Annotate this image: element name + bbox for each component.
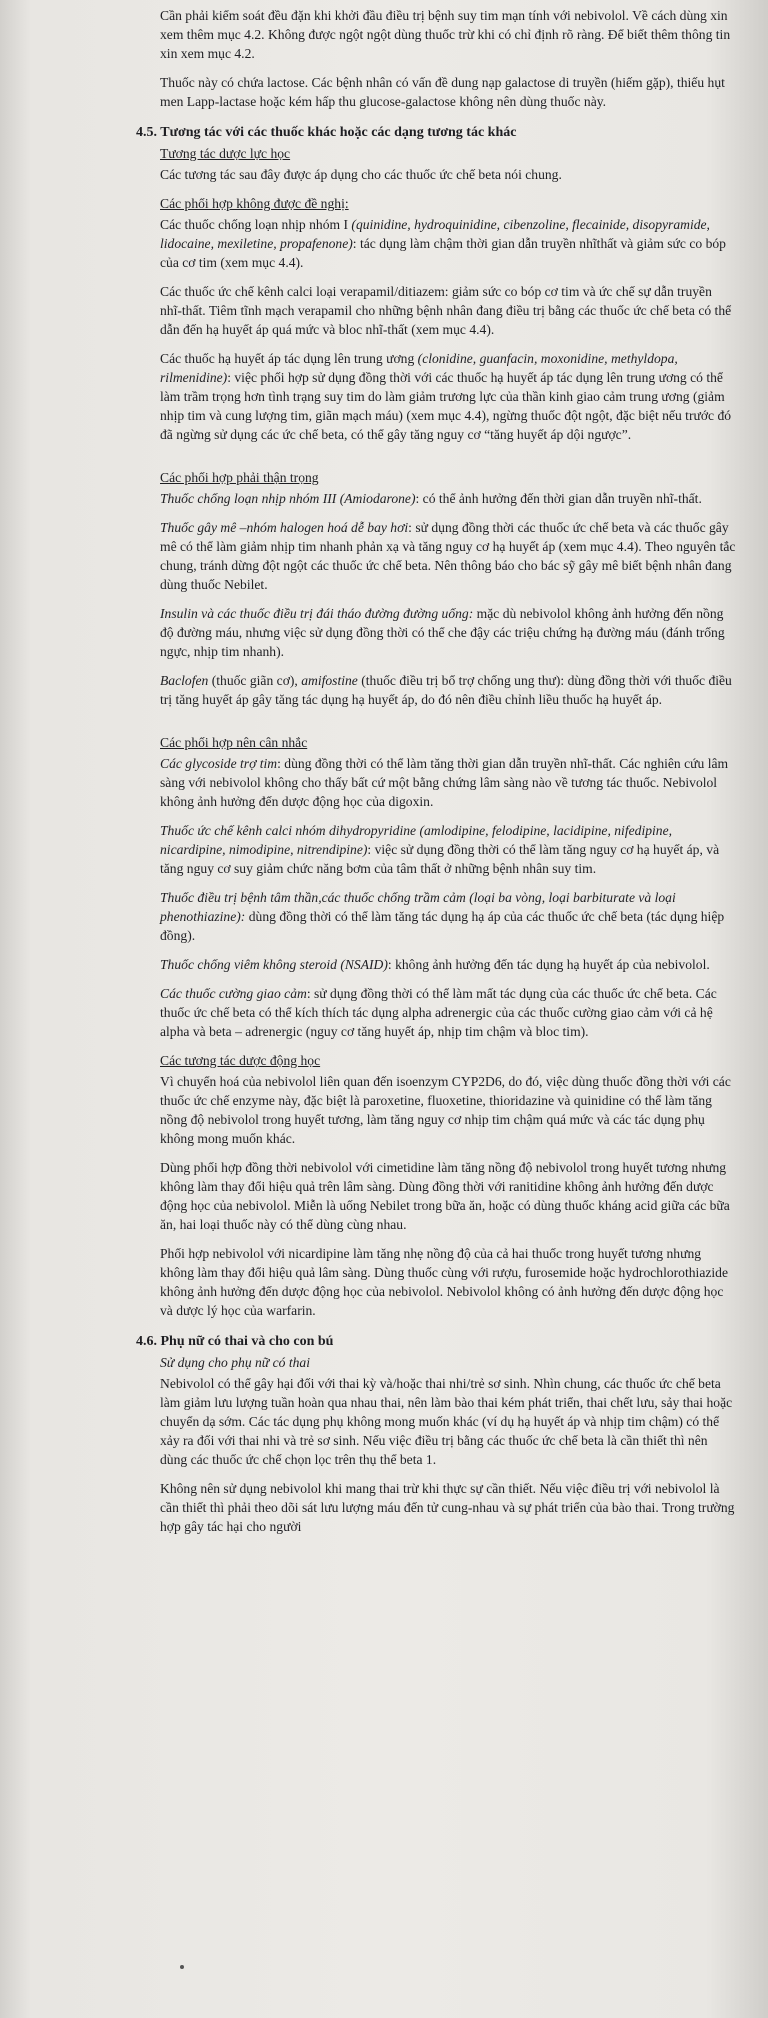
section-4-6 xyxy=(136,1332,736,1536)
text-run: : sử dụng đồng thời các thuốc ức chế beta và các thuốc gây mê có thể làm giảm nhịp tim nhanh phản xạ và tăng nguy cơ hạ huyết áp (xem mục 4.4). Theo nguyên tắc chung, tránh dừng đột ngột các thuốc ức chế beta. Nên thông báo cho bác sỹ gây mê biết bệnh nhân đang dùng thuốc Nebilet. xyxy=(160,520,736,592)
text-run: : không ảnh hưởng đến tác dụng hạ huyết áp của nebivolol. xyxy=(387,957,710,972)
intro-paragraph-2: Thuốc này có chứa lactose. Các bệnh nhân có vấn đề dung nạp galactose di truyền (hiếm gặp), thiếu hụt men Lapp-lactase hoặc kém hấp thu glucose-galactose không nên dùng thuốc này. xyxy=(160,75,725,109)
text-run: (thuốc điều trị bổ trợ chống ung thư): dùng đồng thời với thuốc điều trị tăng huyết áp gây tăng tác dụng hạ huyết áp, do đó nên điều chỉnh liều thuốc hạ huyết áp. xyxy=(160,673,732,707)
consider-item-2 xyxy=(160,821,736,878)
caution-item-1 xyxy=(160,489,736,508)
pharmacokinetic-paragraph-2: Dùng phối hợp đồng thời nebivolol với cimetidine làm tăng nồng độ nebivolol trong huyết tương nhưng không làm thay đổi hiệu quả trên lâm sàng. Dùng đồng thời với ranitidine không ảnh hưởng đến dược động học của nebivolol. Miễn là uống Nebilet trong bữa ăn, hoặc có dùng thuốc kháng acid giữa các bữa ăn, hai loại thuốc này có thể dùng cùng nhau. xyxy=(160,1160,730,1232)
text-run: : việc sử dụng đồng thời có thể làm tăng nguy cơ hạ huyết áp, và tăng nguy cơ suy giảm chức năng bơm của tâm thất ở những bệnh nhân suy tim. xyxy=(160,842,720,876)
scan-speck xyxy=(180,1965,184,1969)
text-run: : tác dụng làm chậm thời gian dẫn truyền nhĩthất và giảm sức co bóp của cơ tim (xem mục 4.4). xyxy=(160,236,726,270)
drug-name: Các thuốc cường giao cảm xyxy=(160,986,307,1001)
drug-name: amifostine xyxy=(301,673,358,688)
consider-item-3 xyxy=(160,888,736,945)
pharmacokinetic-paragraph-3: Phối hợp nebivolol với nicardipine làm tăng nhẹ nồng độ của cả hai thuốc trong huyết tương nhưng không làm thay đổi hiệu quả lâm sàng. Dùng thuốc cùng với rượu, furosemide hoặc hydrochlorothiazide không ảnh hưởng đến dược động học của nebivolol. Nebivolol không có ảnh hưởng đến dược động học và dược lý học của warfarin. xyxy=(160,1246,729,1318)
text-run: : việc phối hợp sử dụng đồng thời với các thuốc hạ huyết áp tác dụng lên trung ương có thể làm trầm trọng hơn tình trạng suy tim do làm giảm trương lực của thần kinh giao cảm trung ương (giảm nhịp tim và cung lượng tim, giãn mạch máu) (xem mục 4.4), ngừng thuốc đột ngột, đặc biệt nếu trước đó đã ngừng sử dụng các ức chế beta, có thể gây tăng nguy cơ “tăng huyết áp dội ngược”. xyxy=(160,370,732,442)
not-recommended-heading: Các phối hợp không được đề nghị: xyxy=(160,196,349,211)
text-run: : có thể ảnh hưởng đến thời gian dẫn truyền nhĩ-thất. xyxy=(415,491,702,506)
pregnancy-heading: Sử dụng cho phụ nữ có thai xyxy=(160,1355,310,1370)
drug-name: Thuốc chống loạn nhịp nhóm III (Amiodarone) xyxy=(160,491,416,506)
not-recommended-item-2: Các thuốc ức chế kênh calci loại verapamil/ditiazem: giảm sức co bóp cơ tim và ức chế sự dẫn truyền nhĩ-thất. Tiêm tĩnh mạch verapamil cho những bệnh nhân đang điều trị bằng các thuốc ức chế beta có thể dẫn đến hạ huyết áp quá mức và bloc nhĩ-thất (xem mục 4.4). xyxy=(160,284,732,337)
drug-name: Thuốc gây mê –nhóm halogen hoá dễ bay hơi xyxy=(160,520,409,535)
text-run: : sử dụng đồng thời có thể làm mất tác dụng của các thuốc ức chế beta. Các thuốc ức chế beta có thể kích thích tác dụng alpha adrenergic của các thuốc cường giao cảm với cả hệ alpha và beta – adrenergic (nguy cơ tăng huyết áp, nhịp tim chậm và bloc tim). xyxy=(160,986,717,1039)
text-run: (thuốc giãn cơ), xyxy=(208,673,302,688)
consider-item-5 xyxy=(160,984,736,1041)
document-body xyxy=(136,6,736,1546)
section-4-5 xyxy=(136,123,736,1320)
intro-section xyxy=(136,6,736,111)
text-run: Các thuốc chống loạn nhịp nhóm I xyxy=(160,217,352,232)
drug-name: Các glycoside trợ tim xyxy=(160,756,278,771)
drug-name: Baclofen xyxy=(160,673,209,688)
text-run: : dùng đồng thời có thể làm tăng thời gian dẫn truyền nhĩ-thất. Các nghiên cứu lâm sàng với nebivolol không cho thấy bất cứ một bằng chứng lâm sàng nào về tương tác thuốc. Nebivolol không ảnh hưởng đến dược động học của digoxin. xyxy=(160,756,729,809)
caution-item-3 xyxy=(160,604,736,661)
pharmacokinetic-paragraph-1: Vì chuyển hoá của nebivolol liên quan đến isoenzym CYP2D6, do đó, việc dùng thuốc đồng thời với các thuốc ức chế enzyme này, đặc biệt là paroxetine, fluoxetine, thioridazine và quinidine có thể làm tăng nồng độ nebivolol trong huyết tương, làm tăng nguy cơ nhịp tim chậm quá mức và các tác dụng phụ không mong muốn khác. xyxy=(160,1074,731,1146)
drug-name: Thuốc ức chế kênh calci nhóm dihydropyridine (amlodipine, felodipine, lacidipine, nifedipine, nicardipine, nimodipine, nitrendipine) xyxy=(160,823,673,857)
text-run: Các thuốc hạ huyết áp tác dụng lên trung ương xyxy=(160,351,418,366)
caution-heading: Các phối hợp phải thận trọng xyxy=(160,470,319,485)
intro-paragraph-1: Cần phải kiểm soát đều đặn khi khởi đầu điều trị bệnh suy tim mạn tính với nebivolol. Về cách dùng xin xem thêm mục 4.2. Không được ngột ngột dùng thuốc trừ khi có chỉ định rõ ràng. Để biết thêm thông tin xin xem mục 4.2. xyxy=(160,8,731,61)
text-run: mặc dù nebivolol không ảnh hưởng đến nồng độ đường máu, nhưng việc sử dụng đồng thời có thể che đậy các triệu chứng hạ đường máu (đánh trống ngực, nhịp tim nhanh). xyxy=(160,606,725,659)
pharmacokinetic-heading: Các tương tác dược động học xyxy=(160,1053,321,1068)
section-4-6-title: 4.6. Phụ nữ có thai và cho con bú xyxy=(136,1334,334,1349)
pregnancy-paragraph-2: Không nên sử dụng nebivolol khi mang thai trừ khi thực sự cần thiết. Nếu việc điều trị với nebivolol là cần thiết thì phải theo dõi sát lưu lượng máu đến tử cung-nhau và sự phát triển của bào thai. Trong trường hợp gây tác hại cho người xyxy=(160,1481,735,1534)
consider-heading: Các phối hợp nên cân nhắc xyxy=(160,735,308,750)
drug-name: Thuốc điều trị bệnh tâm thần,các thuốc chống trầm cảm (loại ba vòng, loại barbiturate và loại phenothiazine): xyxy=(160,890,676,924)
consider-item-1 xyxy=(160,754,736,811)
drug-name: Thuốc chống viêm không steroid (NSAID) xyxy=(160,957,388,972)
section-4-5-title: 4.5. Tương tác với các thuốc khác hoặc các dạng tương tác khác xyxy=(136,125,517,140)
drug-list: (quinidine, hydroquinidine, cibenzoline, flecainide, disopyramide, lidocaine, mexiletine, propafenone) xyxy=(160,217,710,251)
caution-item-4 xyxy=(160,671,736,709)
consider-item-4 xyxy=(160,955,736,974)
drug-name: Insulin và các thuốc điều trị đái tháo đường đường uống: xyxy=(160,606,474,621)
pregnancy-paragraph-1: Nebivolol có thể gây hại đối với thai kỳ và/hoặc thai nhi/trẻ sơ sinh. Nhìn chung, các thuốc ức chế beta làm giảm lưu lượng tuần hoàn qua nhau thai, nên làm bào thai kém phát triển, thai chết lưu, sảy thai hoặc chuyển dạ sớm. Các tác dụng phụ không mong muốn khác (ví dụ hạ huyết áp và nhịp tim chậm) có thể xảy ra đối với thai nhi và trẻ sơ sinh. Nếu việc điều trị bằng các thuốc ức chế beta là cần thiết thì nên dùng các thuốc ức chế chọn lọc trên thụ thể beta 1. xyxy=(160,1376,733,1467)
caution-item-2 xyxy=(160,518,736,594)
not-recommended-item-1 xyxy=(160,215,736,272)
not-recommended-item-3 xyxy=(160,349,736,444)
drug-list: (clonidine, guanfacin, moxonidine, methyldopa, rilmenidine) xyxy=(160,351,678,385)
text-run: dùng đồng thời có thể làm tăng tác dụng hạ áp của các thuốc ức chế beta (tác dụng hiệp đồng). xyxy=(160,909,725,943)
pharmacodynamic-heading: Tương tác dược lực học xyxy=(160,146,291,161)
pharmacodynamic-intro: Các tương tác sau đây được áp dụng cho các thuốc ức chế beta nói chung. xyxy=(160,167,562,182)
